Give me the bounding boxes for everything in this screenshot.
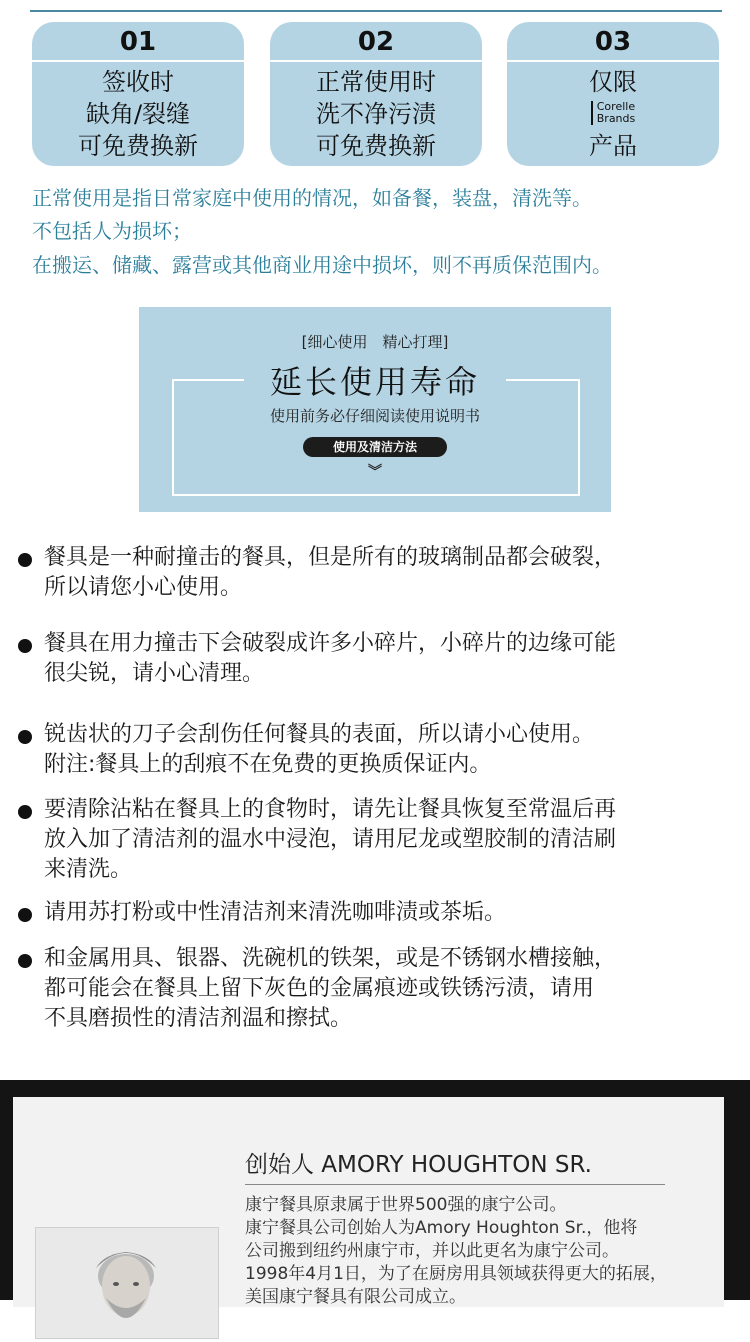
bullet-dot: [18, 639, 32, 653]
note-line: 在搬运、储藏、露营或其他商业用途中损坏，则不再质保范围内。: [32, 253, 612, 277]
founder-title: 创始人 AMORY HOUGHTON SR.: [245, 1152, 592, 1178]
guarantee-card-03: [507, 22, 719, 166]
card-number: 03: [507, 22, 719, 62]
founder-portrait: [35, 1227, 219, 1339]
portrait-icon: [36, 1228, 218, 1338]
care-method-pill: 使用及清洁方法: [303, 437, 447, 457]
card-line: 正常使用时: [316, 68, 436, 96]
card-line: 仅限: [589, 68, 637, 96]
note-line: 正常使用是指日常家庭中使用的情况，如备餐，装盘，清洗等。: [32, 186, 592, 210]
founder-section: [0, 1080, 750, 1307]
card-line: 签收时: [102, 68, 174, 96]
card-line: 缺角/裂缝: [85, 100, 191, 128]
care-bullet: 要清除沾粘在餐具上的食物时，请先让餐具恢复至常温后再 放入加了清洁剂的温水中浸泡，请用尼龙或塑胶制的清洁刷 来清洗。: [18, 795, 740, 885]
founder-description: 康宁餐具原隶属于世界500强的康宁公司。 康宁餐具公司创始人为Amory Houghton Sr.，他将 公司搬到纽约州康宁市，并以此更名为康宁公司。 1998年4月1日，为了在厨房用具领域获得更大的拓展， 美国康宁餐具有限公司成立。: [245, 1195, 667, 1307]
card-line: 洗不净污渍: [316, 100, 436, 128]
care-bullet: 请用苏打粉或中性清洁剂来清洗咖啡渍或茶垢。: [18, 898, 740, 928]
care-bullet: 餐具是一种耐撞击的餐具，但是所有的玻璃制品都会破裂， 所以请您小心使用。: [18, 543, 740, 603]
card-line: 可免费换新: [316, 132, 436, 160]
bullet-dot: [18, 908, 32, 922]
care-bullet: 和金属用具、银器、洗碗机的铁架，或是不锈钢水槽接触， 都可能会在餐具上留下灰色的金属痕迹或铁锈污渍，请用 不具磨损性的清洁剂温和擦拭。: [18, 944, 740, 1034]
top-divider: [30, 10, 722, 12]
guarantee-card-02: [270, 22, 482, 166]
banner-description: 使用前务必仔细阅读使用说明书: [269, 407, 480, 425]
banner-subtitle: [细心使用 精心打理]: [301, 333, 449, 351]
chevron-down-icon: ︾: [368, 464, 382, 480]
card-number: 02: [270, 22, 482, 62]
banner-title: 延长使用寿命: [269, 363, 480, 401]
bullet-dot: [18, 954, 32, 968]
bullet-dot: [18, 730, 32, 744]
card-number: 01: [32, 22, 244, 62]
care-bullet: 锐齿状的刀子会刮伤任何餐具的表面，所以请小心使用。 附注:餐具上的刮痕不在免费的更换质保证内。: [18, 720, 740, 780]
founder-panel: [13, 1097, 724, 1307]
corelle-brands-logo: Corelle Brands: [591, 101, 636, 125]
founder-divider: [245, 1184, 665, 1185]
note-line: 不包括人为损坏；: [32, 219, 192, 243]
care-bullet: 餐具在用力撞击下会破裂成许多小碎片，小碎片的边缘可能 很尖锐，请小心清理。: [18, 629, 740, 689]
guarantee-card-01: [32, 22, 244, 166]
card-line: 可免费换新: [78, 132, 198, 160]
bullet-dot: [18, 805, 32, 819]
bullet-dot: [18, 553, 32, 567]
care-banner: [139, 307, 611, 512]
card-line: 产品: [589, 132, 637, 160]
